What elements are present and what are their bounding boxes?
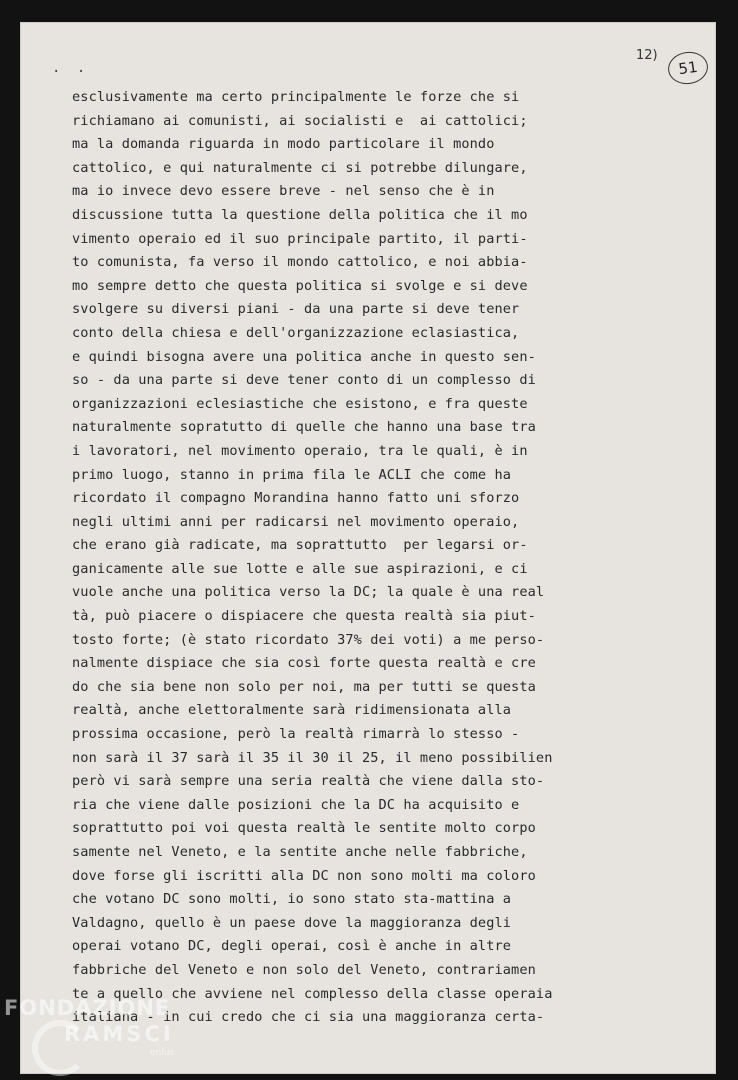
text-line: svolgere su diversi piani - da una parte si deve tener — [72, 301, 520, 318]
text-line: però vi sarà sempre una seria realtà che viene dalla sto- — [72, 773, 545, 790]
text-line: negli ultimi anni per radicarsi nel movimento operaio, — [72, 513, 520, 530]
text-line: fabbriche del Veneto e non solo del Veneto, contrariamen — [72, 961, 536, 978]
text-line: naturalmente sopratutto di quelle che hanno una base tra — [72, 419, 536, 436]
text-line: e quindi bisogna avere una politica anche in questo sen- — [72, 348, 536, 365]
text-line: esclusivamente ma certo principalmente le forze che si — [72, 89, 520, 105]
text-line: tà, può piacere o dispiacere che questa realtà sia piut- — [72, 608, 536, 625]
gramsci-logo-icon — [32, 1020, 88, 1076]
text-line: do che sia bene non solo per noi, ma per tutti se questa — [72, 678, 536, 695]
text-line: cattolico, e qui naturalmente ci si potrebbe dilungare, — [72, 159, 528, 176]
text-line: mo sempre detto che questa politica si svolge e si deve — [72, 277, 528, 294]
text-line: dove forse gli iscritti alla DC non sono molti ma coloro — [72, 867, 536, 884]
text-line: primo luogo, stanno in prima fila le ACLI che come ha — [72, 466, 512, 483]
text-line: te a quello che avviene nel complesso della classe operaia — [72, 985, 553, 1002]
text-line: organizzazioni eclesiastiche che esistono, e fra queste — [72, 395, 528, 412]
text-line: richiamano ai comunisti, ai socialisti e ai cattolici; — [72, 112, 528, 129]
text-line: che votano DC sono molti, io sono stato sta-mattina a — [72, 891, 512, 908]
text-line: che erano già radicate, ma soprattutto per legarsi or- — [72, 537, 528, 554]
text-line: tosto forte; (è stato ricordato 37% dei voti) a me perso- — [72, 631, 545, 648]
margin-mark: . . — [52, 60, 90, 76]
text-line: soprattutto poi voi questa realtà le sentite molto corpo — [72, 820, 536, 837]
text-line: ma la domanda riguarda in modo particolare il mondo — [72, 136, 495, 153]
text-line: non sarà il 37 sarà il 35 il 30 il 25, il meno possibilien — [72, 749, 553, 766]
watermark-line2: RAMSCI — [64, 1022, 174, 1046]
text-line: so - da una parte si deve tener conto di un complesso di — [72, 372, 536, 389]
text-line: prossima occasione, però la realtà rimarrà lo stesso - — [72, 726, 520, 743]
text-line: samente nel Veneto, e la sentite anche nelle fabbriche, — [72, 844, 528, 860]
text-line: Valdagno, quello è un paese dove la maggioranza degli — [72, 914, 512, 931]
text-line: to comunista, fa verso il mondo cattolico, e noi abbia- — [72, 254, 528, 271]
text-line: ganicamente alle sue lotte e alle sue aspirazioni, e ci — [72, 560, 528, 577]
text-line: i lavoratori, nel movimento operaio, tra le quali, è in — [72, 442, 528, 459]
watermark-line1: FONDAZIONE — [4, 996, 171, 1020]
text-line: discussione tutta la questione della politica che il mo — [72, 206, 528, 223]
text-line: operai votano DC, degli operai, così è anche in altre — [72, 938, 512, 955]
text-line: italiana - in cui credo che ci sia una maggioranza certa- — [72, 1009, 545, 1026]
stamp-number: 51 — [677, 57, 699, 79]
text-line: vuole anche una politica verso la DC; la quale è una real — [72, 584, 545, 601]
text-line: nalmente dispiace che sia così forte questa realtà e cre — [72, 655, 536, 672]
text-line: realtà, anche elettoralmente sarà ridimensionata alla — [72, 702, 512, 719]
text-line: ricordato il compagno Morandina hanno fatto uni sforzo — [72, 490, 520, 507]
text-line: ma io invece devo essere breve - nel senso che è in — [72, 183, 495, 200]
typewritten-text — [72, 86, 592, 1030]
fondazione-gramsci-watermark — [4, 996, 174, 1058]
text-line: vimento operaio ed il suo principale partito, il parti- — [72, 230, 528, 247]
watermark-line3: onlus — [150, 1048, 175, 1058]
text-line: conto della chiesa e dell'organizzazione eclasiastica, — [72, 324, 520, 341]
page-number: 12) — [636, 48, 658, 63]
text-line: ria che viene dalle posizioni che la DC ha acquisito e — [72, 796, 520, 813]
